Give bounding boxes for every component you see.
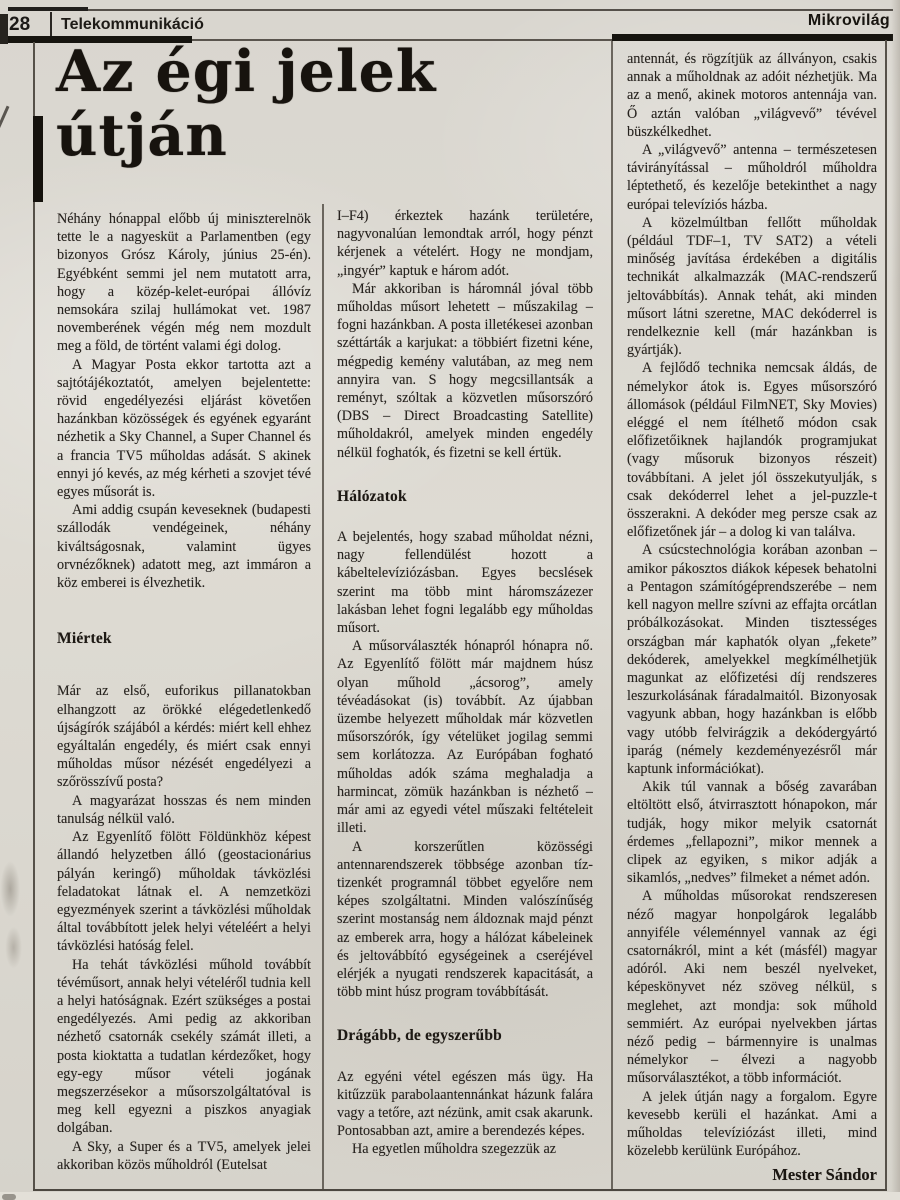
article-paragraph: Néhány hónappal előbb új miniszterelnök tette le a nagyesküt a Parlamentben (egy bizonyos Grósz Károly, június 25-én). Egyébként semmi jel nem mutatott arra, hogy a közép-kelet-európai állóvíz nemsokára szilaj hullámokat vet. 1987 novemberének végén még nem mozdult meg a föld, de történt valami égi dolog.	[57, 211, 311, 355]
page-number: 28	[9, 14, 31, 35]
header-thick-bar-right	[612, 34, 893, 41]
header-top-left-rule	[8, 7, 88, 11]
article-paragraph: A korszerűtlen közösségi antennarendszerek többsége azonban tíz-tizenkét programnál többet egyelőre nem képes szolgáltatni. Minden valószínűség szerint mostanság nem áldoznak majd pénzt az emberek arra, hogy a hálózat kábeleinek és jeltovábbító egységeinek a cseréjével elérjék a nyugati rendszerek kapacitását, a több mint húsz program továbbítását.	[337, 838, 593, 1001]
article-paragraph: A fejlődő technika nemcsak áldás, de némelykor átok is. Egyes műsorszóró állomások (például FilmNET, Sky Movies) eléggé el nem ítélhető módon csak előfizetőiknek hajlandók programjukat (vagy műsoruk bizonyos részeit) továbbítani. A jelet jól összekutyulják, s csak dekóderrel lehet a jel-puzzle-t összerakni. A dekóder meg persze csak az előfizetőnek jár – a dolog ki van találva.	[627, 360, 877, 541]
article-paragraph: A közelmúltban fellőtt műholdak (például TDF–1, TV SAT2) a vételi minőség javítása érdekében a digitális technikát alkalmazzák (MAC-rendszerű jeltovábbítás). Annak tehát, aki minden műsort látni szeretne, MAC dekóderrel is rendelkeznie kell (már hazánkban is gyártják).	[627, 214, 877, 359]
article-paragraph: I–F4) érkeztek hazánk területére, nagyvonalúan lemondtak arról, hogy pénzt kérjenek a vételért. Hogy ne mondjam, „ingyér” kaptuk e három adót.	[337, 208, 593, 279]
article-title	[56, 40, 596, 168]
article-paragraph: Már akkoriban is háromnál jóval több műholdas műsort lehetett – műszakilag – fogni hazánkban. A posta illetékesei azonban széttárták a karjukat: a többiért fizetni kéne, mégpedig kemény valutában, az meg nem annyira van. S hogy megcsillantsák a reményt, szóltak a közvetlen műsorszóró (DBS – Direct Broadcasting Satellite) műholdakról, amelyek minden engedély nélkül foghatók, és fizetni se kell értük.	[337, 280, 593, 461]
column-separator-1	[322, 204, 324, 1189]
scan-scratch-mark	[0, 106, 9, 155]
article-frame-bottom-border	[33, 1189, 887, 1191]
article-paragraph: Már az első, euforikus pillanatokban elhangzott az örökké elégedetlenkedő újságírók szájából a kérdés: miért kell ehhez egyáltalán engedély, és miért csak ennyi műholdas műsor nézését engedélyezi a szőrösszívű posta?	[57, 683, 311, 791]
article-paragraph: A műsorválaszték hónapról hónapra nő. Az Egyenlítő fölött már majdnem húsz olyan műhold „ácsorog”, amely tévéadásokat (is) továbbít. Az újabban üzembe helyezett műholdak már közvetlen műsorszórók, így vételüket jogilag semmi sem korlátozza. Az Európában fogható műholdas adók száma meghaladja a harmincat, zömük hazánkban is nézhető – már ami az egyedi vétel műszaki feltételeit illeti.	[337, 638, 593, 837]
section-subheading: Hálózatok	[337, 487, 407, 505]
article-frame-right-border	[885, 40, 887, 1190]
article-column-2	[337, 207, 593, 1186]
scan-smudge	[0, 850, 34, 980]
article-paragraph: A műholdas műsorokat rendszeresen néző magyar honpolgárok legalább annyiféle véleménnyel vannak az égi csatornákról, mint a két (másfél) magyar adóról. Aki nem beszél nyelveket, képeskönyvet néz szöveg nélkül, s meglehet, azt mondja: sok műhold semmiért. Az európai nyelvekben jártas néző pedig – bármennyire is unalmas némelykor – élvezi a nagyobb műsorválasztékot, a több információt.	[627, 888, 877, 1087]
article-paragraph: Ha egyetlen műholdra szegezzük az	[352, 1141, 557, 1158]
article-frame-left-border	[33, 42, 35, 1190]
article-paragraph: A csúcstechnológia korában azonban – amikor pákosztos diákok képesek behatolni a Pentagon számítógéprendszerébe – nem kell nagyon mellre szívni az effajta orcátlan próbálkozásokat. Minden tisztességes országban már kaphatók olyan „fekete” dekóderek, amelyekkel megkímélhetjük magunkat az előfizetési díj rendszeres leszurkolásának fáradalmaitól. Bizonyosak vagyunk abban, hogy hazánkban is előbb vagy utóbb felvirágzik a dekódergyártó iparág (némely kezdeményezésről már kaptunk információkat).	[627, 542, 877, 777]
scan-corner-mark	[2, 1194, 16, 1200]
article-paragraph: Akik túl vannak a bőség zavarában eltöltött első, átvirrasztott hónapokon, már tudják, hogy mikor melyik csatornát érdemes „fellapozni”, mikor mennek a clipek az egyiken, s mikor adják a sikamlós, „nedves” filmeket a német adón.	[627, 779, 877, 887]
column-separator-2	[611, 41, 613, 1189]
section-subheading: Drágább, de egyszerűbb	[337, 1027, 503, 1045]
article-paragraph: Az egyéni vétel egészen más ügy. Ha kitűzzük parabolaantennánkat házunk falára vagy a tetőre, azt nézünk, amit csak akarunk. Pontosabban azt, amire a berendezés képes.	[337, 1068, 593, 1140]
article-paragraph: A Magyar Posta ekkor tartotta azt a sajtótájékoztatót, amelyen bejelentette: rövid engedélyezési eljárást követően hazánkban közösségek és egyének egyaránt nézhetik a Sky Channel, a Super Channel és a francia TV5 műholdas adását. S akinek ennyi jó kevés, az még kérheti a szovjet tévé egyes műsorát is.	[57, 356, 311, 501]
scan-edge-mark	[0, 14, 8, 44]
article-column-1	[57, 210, 311, 1186]
article-column-3	[627, 50, 877, 1186]
scan-bottom-paper-edge	[0, 1192, 900, 1200]
scan-right-edge-shadow	[891, 0, 900, 1200]
article-paragraph: A „világvevő” antenna – természetesen távirányítással – műholdról műholdra léptethető, és kezelője betekinthet a nagy európai televíziós házba.	[627, 142, 877, 213]
article-paragraph: A magyarázat hosszas és nem minden tanulság nélkül való.	[57, 792, 311, 827]
magazine-title: Mikrovilág	[807, 12, 890, 29]
article-byline: Mester Sándor	[772, 1165, 877, 1185]
article-paragraph: A jelek útján nagy a forgalom. Egyre kevesebb kerüli el hazánkat. Ami a műholdas televíziózást illeti, mind közelebb kerülünk Európához.	[627, 1088, 877, 1160]
article-paragraph: antennát, és rögzítjük az állványon, csakis annak a műholdnak az adóit nézhetjük. Ma az a menő, akinek motoros antennája van. Ő aztán valóban „világvevő” tévével büszkélkedhet.	[627, 51, 877, 140]
header-top-rule	[58, 9, 893, 11]
article-paragraph: A bejelentés, hogy szabad műholdat nézni, nagy fellendülést hozott a kábeltelevíziózásban. Egyes becslések szerint ma több mint háromszázezer lakásban lehet fogni legalább egy műholdas műsort.	[337, 529, 593, 637]
article-paragraph: A Sky, a Super és a TV5, amelyek jelei akkoriban közös műholdról (Eutelsat	[57, 1138, 311, 1173]
article-paragraph: Ami addig csupán keveseknek (budapesti szállodák vendégeinek, néhány kiváltságosnak, valamint ügyes orvnézőknek) adatott meg, azt immáron a köz emberei is élvezhetik.	[57, 502, 311, 592]
title-accent-bar	[33, 116, 43, 202]
article-paragraph: Az Egyenlítő fölött Földünkhöz képest állandó helyzetben álló (geostacionárius pályán keringő) műholdak távközlési feladatokat látnak el. A nemzetközi egyezmények szerint a távközlési műholdak által továbbított jelek helyi vételéért a helyi távközlési hatóság felel.	[57, 829, 311, 955]
article-paragraph: Ha tehát távközlési műhold továbbít tévéműsort, annak helyi vételéről tudnia kell a helyi hatóságnak. Ezért szükséges a postai engedélyezés. Ami pedig az akkoriban nézhető csatornák csekély számát illeti, a posta kioktatta a tudatlan kérdezőket, hogy egy-egy műsor vételi jogának megszerzésekor a műsorszolgáltatóval is meg kell egyezni a piszkos anyagiak dolgában.	[57, 956, 311, 1137]
article-title-line1: Az égi jelek	[56, 38, 437, 105]
section-subheading: Miértek	[57, 630, 112, 648]
article-title-line2: útján	[56, 102, 228, 169]
section-title: Telekommunikáció	[61, 16, 204, 33]
header-divider	[50, 12, 52, 39]
